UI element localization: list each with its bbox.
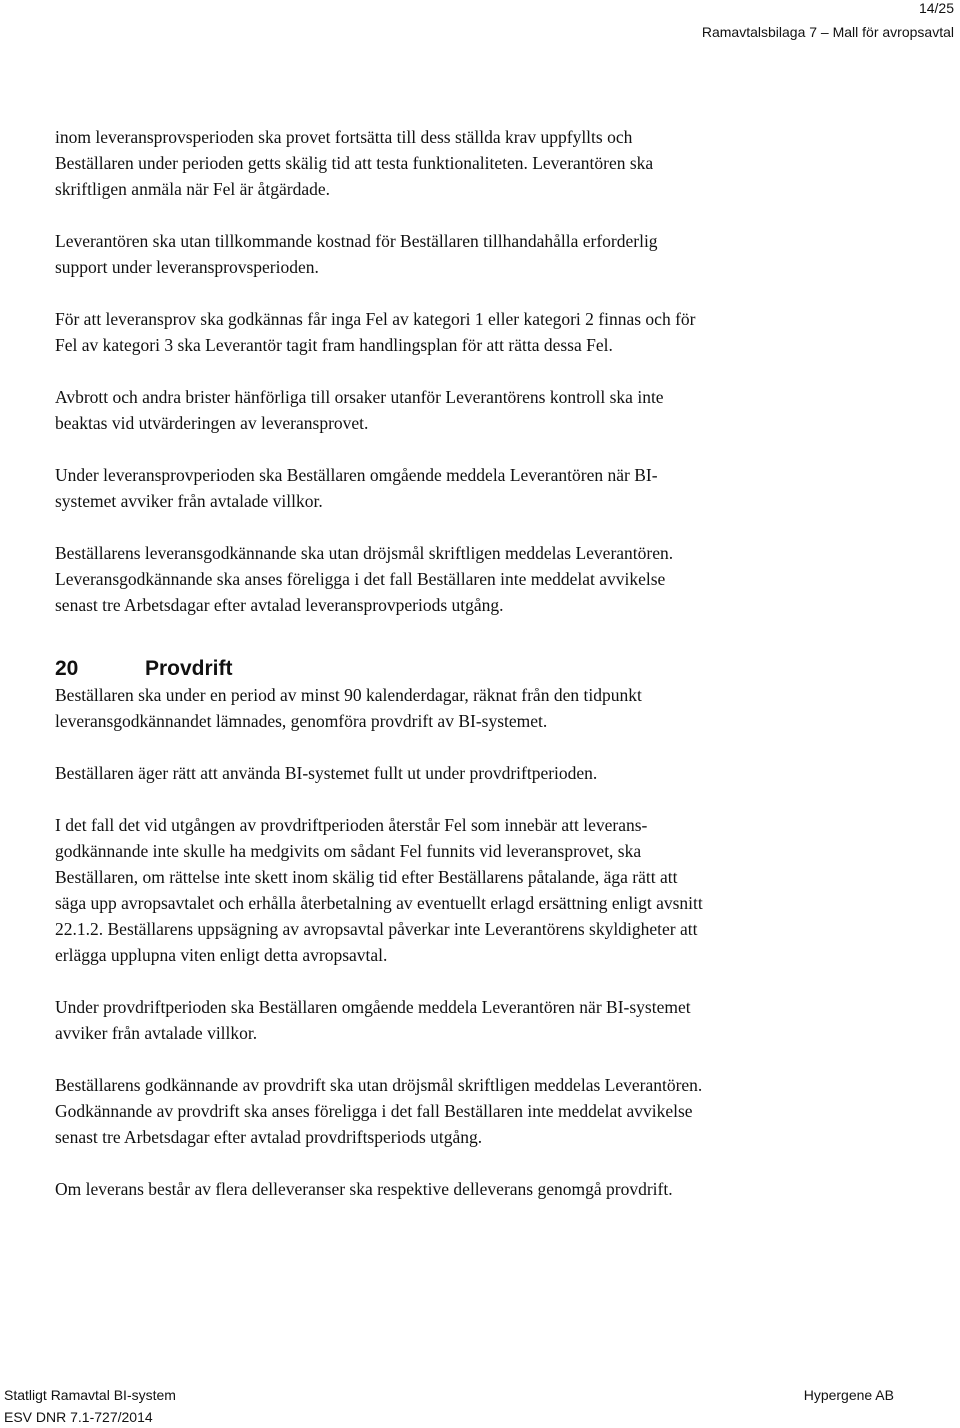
paragraph: I det fall det vid utgången av provdriftperioden återstår Fel som innebär att leverans- godkännande inte skulle ha medgivits om sådant Fel funnits vid leveransprovet, ska Beställaren, om rättelse inte skett inom skälig tid efter Beställarens påtalande, äga rätt att säga upp avropsavtalet och erhålla återbetalning av eventuellt erlagd ersättning enligt avsnitt 22.1.2. Beställarens uppsägning av avropsavtal påverkar inte Leverantörens skyldigheter att erlägga upplupna viten enligt detta avropsavtal. (55, 815, 703, 965)
section-title: Provdrift (145, 657, 233, 680)
paragraph: Leverantören ska utan tillkommande kostnad för Beställaren tillhandahålla erforderlig support under leveransprovsperioden. (55, 231, 658, 277)
paragraph: Beställarens godkännande av provdrift ska utan dröjsmål skriftligen meddelas Leverantören. Godkännande av provdrift ska anses föreligga i det fall Beställaren inte meddelat avvikelse senast tre Arbetsdagar efter avtalad provdriftsperiods utgång. (55, 1075, 703, 1147)
footer-company: Hypergene AB (803, 1387, 894, 1403)
section-number: 20 (55, 657, 79, 680)
paragraph: Om leverans består av flera delleveranser ska respektive delleverans genomgå provdrift. (55, 1179, 673, 1199)
paragraph: inom leveransprovsperioden ska provet fortsätta till dess ställda krav uppfyllts och Beställaren under perioden getts skälig tid att testa funktionaliteten. Leverantören ska skriftligen anmäla när Fel är åtgärdade. (55, 127, 654, 199)
paragraph: Beställaren äger rätt att använda BI-systemet fullt ut under provdriftperioden. (55, 763, 598, 783)
paragraph: Under provdriftperioden ska Beställaren omgående meddela Leverantören när BI-systemet avviker från avtalade villkor. (55, 997, 691, 1043)
document-body (55, 124, 935, 1228)
section-heading (55, 656, 935, 682)
footer-reference-number: ESV DNR 7.1-727/2014 (4, 1409, 153, 1425)
paragraph: För att leveransprov ska godkännas får inga Fel av kategori 1 eller kategori 2 finnas och för Fel av kategori 3 ska Leverantör tagit fram handlingsplan för att rätta dessa Fel. (55, 309, 696, 355)
page-number: 14/25 (918, 0, 954, 16)
paragraph: Beställaren ska under en period av minst 90 kalenderdagar, räknat från den tidpunkt leveransgodkännandet lämnades, genomföra provdrift av BI-systemet. (55, 685, 642, 731)
paragraph: Beställarens leveransgodkännande ska utan dröjsmål skriftligen meddelas Leverantören. Leveransgodkännande ska anses föreligga i det fall Beställaren inte meddelat avvikelse senast tre Arbetsdagar efter avtalad leveransprovperiods utgång. (55, 543, 674, 615)
footer-agreement-name: Statligt Ramavtal BI-system (4, 1387, 176, 1403)
footer-left (4, 1384, 176, 1428)
header-title: Ramavtalsbilaga 7 – Mall för avropsavtal (701, 24, 954, 40)
paragraph: Under leveransprovperioden ska Beställaren omgående meddela Leverantören när BI- systemet avviker från avtalade villkor. (55, 465, 658, 511)
paragraph: Avbrott och andra brister hänförliga till orsaker utanför Leverantörens kontroll ska inte beaktas vid utvärderingen av leveransprovet. (55, 387, 664, 433)
